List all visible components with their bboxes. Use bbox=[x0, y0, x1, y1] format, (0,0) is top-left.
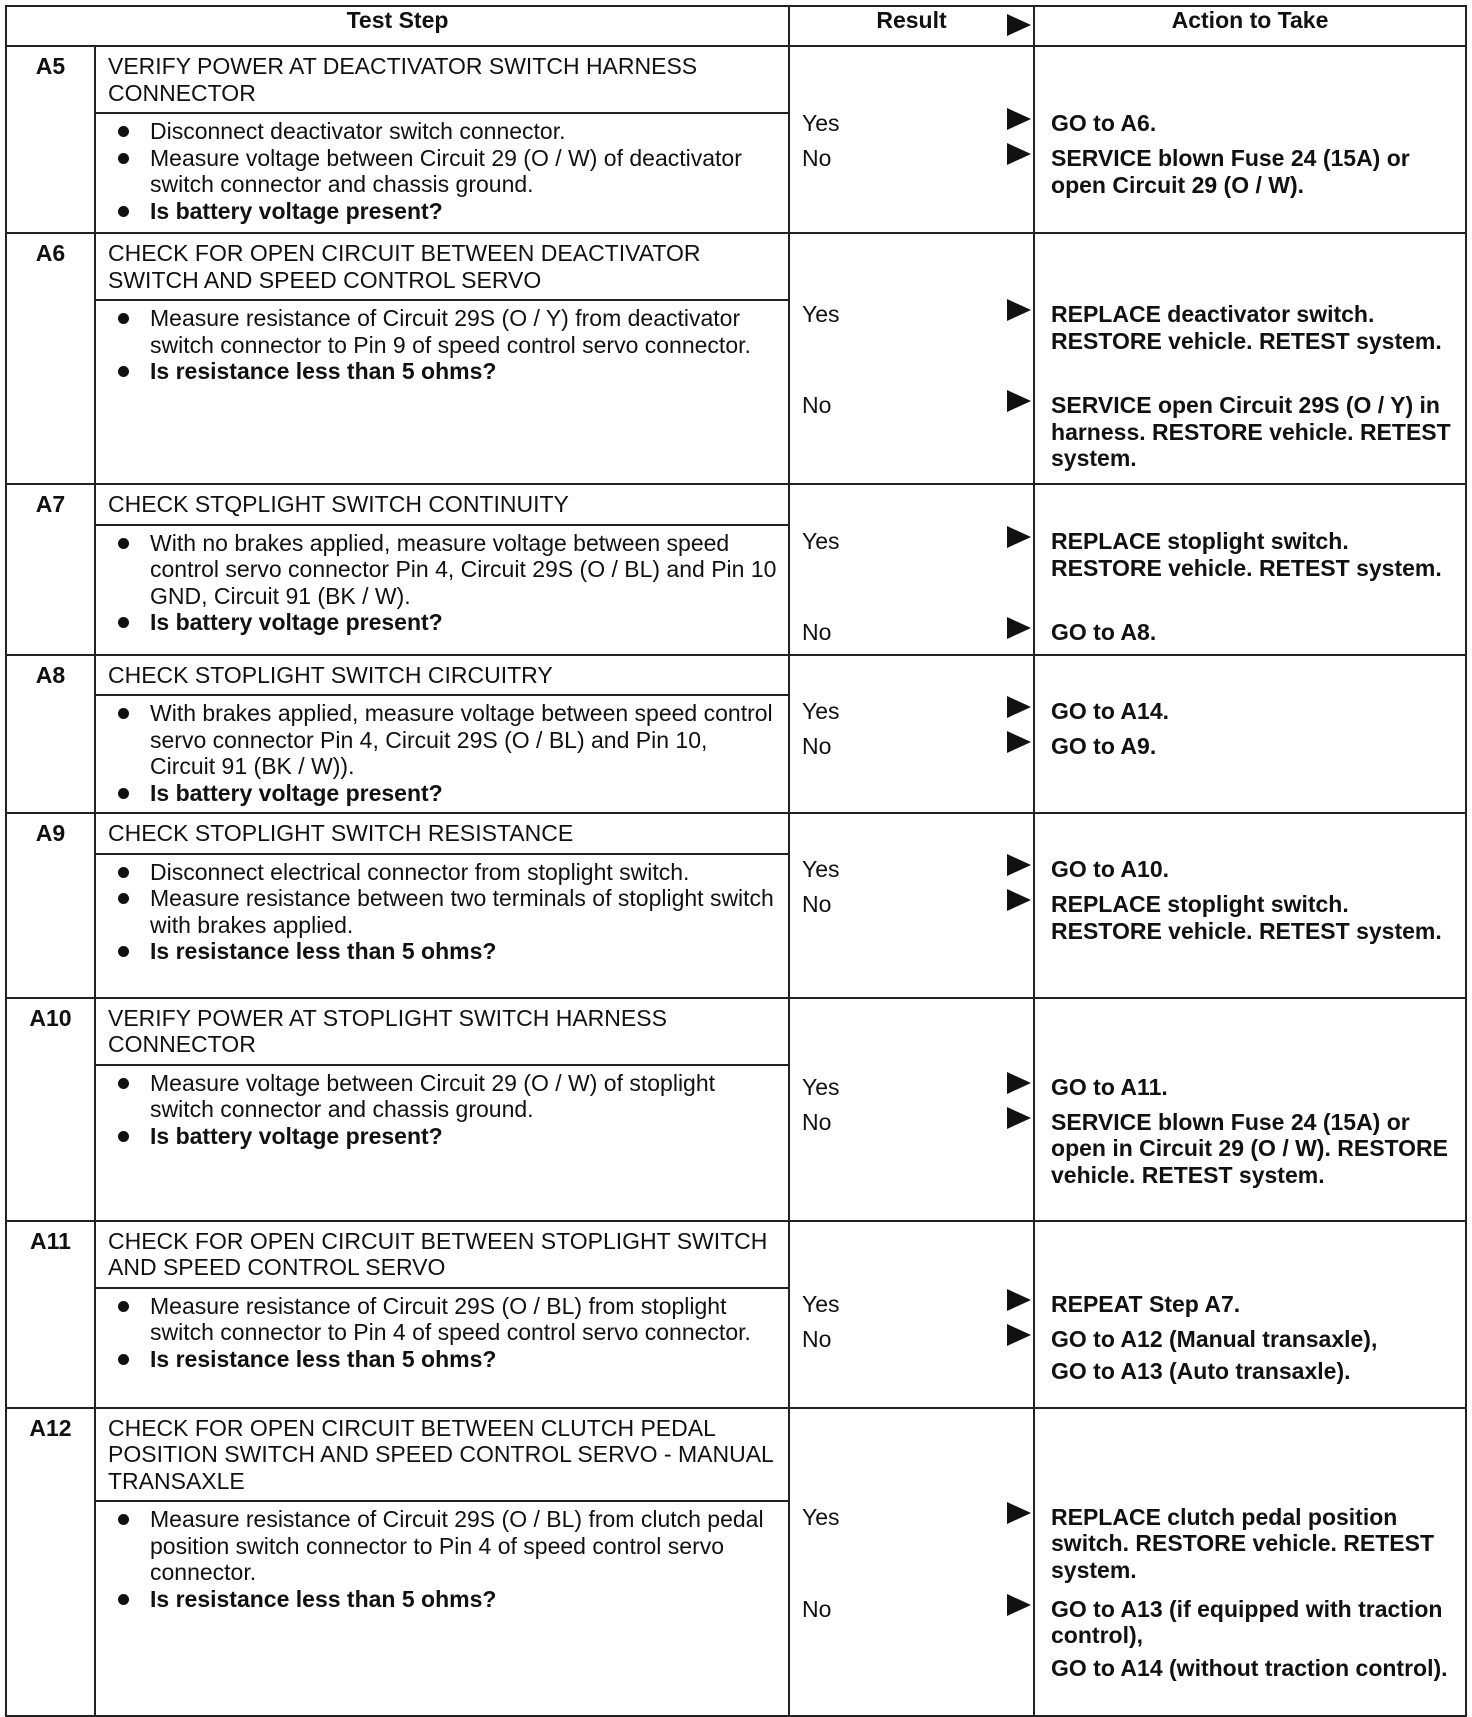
step-title: CHECK STQPLIGHT SWITCH CONTINUITY bbox=[95, 484, 789, 525]
step-body bbox=[95, 525, 789, 655]
step-body bbox=[95, 1288, 789, 1408]
result-yes: Yes bbox=[802, 1290, 840, 1317]
step-id: A7 bbox=[6, 484, 95, 655]
step-body bbox=[95, 1501, 789, 1716]
result-cell bbox=[789, 46, 1034, 233]
step-title: VERIFY POWER AT DEACTIVATOR SWITCH HARNESS CONNECTOR bbox=[95, 46, 789, 113]
step-title: CHECK FOR OPEN CIRCUIT BETWEEN STOPLIGHT SWITCH AND SPEED CONTROL SERVO bbox=[95, 1221, 789, 1288]
action-no: SERVICE blown Fuse 24 (15A) or open Circuit 29 (O / W). bbox=[1051, 145, 1410, 198]
step-title-row bbox=[6, 233, 1466, 300]
step-title: CHECK STOPLIGHT SWITCH CIRCUITRY bbox=[95, 655, 789, 696]
bullet-item: Disconnect deactivator switch connector. bbox=[108, 118, 778, 145]
result-cell bbox=[789, 655, 1034, 814]
step-title-row bbox=[6, 813, 1466, 854]
step-id: A6 bbox=[6, 233, 95, 484]
bullet-item: With brakes applied, measure voltage between speed control servo connector Pin 4, Circuit 29S (O / BL) and Pin 10, Circuit 91 (BK / W)). bbox=[108, 700, 778, 780]
action-cell bbox=[1034, 1221, 1466, 1408]
step-title: VERIFY POWER AT STOPLIGHT SWITCH HARNESS CONNECTOR bbox=[95, 998, 789, 1065]
step-title: CHECK FOR OPEN CIRCUIT BETWEEN DEACTIVATOR SWITCH AND SPEED CONTROL SERVO bbox=[95, 233, 789, 300]
bullet-item: Measure resistance of Circuit 29S (O / BL) from stoplight switch connector to Pin 4 of speed control servo connector. bbox=[108, 1293, 778, 1346]
question-item: Is resistance less than 5 ohms? bbox=[108, 1586, 778, 1613]
step-id: A8 bbox=[6, 655, 95, 814]
bullet-item: Measure resistance between two terminals of stoplight switch with brakes applied. bbox=[108, 885, 778, 938]
arrow-right-icon bbox=[1007, 299, 1031, 321]
bullet-item: Disconnect electrical connector from stoplight switch. bbox=[108, 859, 778, 886]
bullet-item: Measure resistance of Circuit 29S (O / Y) from deactivator switch connector to Pin 9 of speed control servo connector. bbox=[108, 305, 778, 358]
action-yes: GO to A14. bbox=[1051, 697, 1170, 724]
action-no: GO to A8. bbox=[1051, 619, 1157, 645]
action-cell bbox=[1034, 46, 1466, 233]
result-cell bbox=[789, 484, 1034, 655]
arrow-right-icon bbox=[1007, 108, 1031, 130]
action-cell bbox=[1034, 998, 1466, 1221]
arrow-right-icon bbox=[1007, 617, 1031, 639]
result-cell bbox=[789, 233, 1034, 484]
arrow-right-icon bbox=[1007, 1594, 1031, 1616]
result-cell bbox=[789, 998, 1034, 1221]
step-title: CHECK FOR OPEN CIRCUIT BETWEEN CLUTCH PEDAL POSITION SWITCH AND SPEED CONTROL SERVO - MANUAL TRANSAXLE bbox=[95, 1408, 789, 1502]
step-title-row bbox=[6, 46, 1466, 113]
action-yes: REPLACE stoplight switch. RESTORE vehicle. RETEST system. bbox=[1051, 528, 1442, 581]
header-row bbox=[6, 6, 1466, 46]
question-item: Is resistance less than 5 ohms? bbox=[108, 938, 778, 965]
action-no: SERVICE open Circuit 29S (O / Y) in harness. RESTORE vehicle. RETEST system. bbox=[1051, 392, 1451, 471]
question-item: Is resistance less than 5 ohms? bbox=[108, 1346, 778, 1373]
arrow-right-icon bbox=[1007, 526, 1031, 548]
header-result bbox=[789, 6, 1034, 46]
result-no: No bbox=[802, 732, 832, 759]
step-title-row bbox=[6, 998, 1466, 1065]
action-no bbox=[1051, 1326, 1461, 1385]
action-cell bbox=[1034, 233, 1466, 484]
header-result-label: Result bbox=[876, 7, 947, 33]
result-no: No bbox=[802, 619, 832, 645]
action-yes: GO to A10. bbox=[1051, 856, 1170, 882]
result-no: No bbox=[802, 891, 832, 917]
action-cell bbox=[1034, 655, 1466, 814]
step-title-row bbox=[6, 484, 1466, 525]
arrow-right-icon bbox=[1007, 14, 1031, 36]
step-id: A11 bbox=[6, 1221, 95, 1408]
step-id: A5 bbox=[6, 46, 95, 233]
action-cell bbox=[1034, 813, 1466, 998]
result-cell bbox=[789, 1221, 1034, 1408]
header-test-step: Test Step bbox=[6, 6, 789, 46]
arrow-right-icon bbox=[1007, 1289, 1031, 1311]
result-no: No bbox=[802, 392, 832, 418]
result-yes: Yes bbox=[802, 697, 840, 724]
arrow-right-icon bbox=[1007, 731, 1031, 753]
arrow-right-icon bbox=[1007, 696, 1031, 718]
action-no: SERVICE blown Fuse 24 (15A) or open in Circuit 29 (O / W). RESTORE vehicle. RETEST system. bbox=[1051, 1108, 1449, 1188]
action-no: GO to A9. bbox=[1051, 732, 1157, 759]
action-yes: REPLACE clutch pedal position switch. RESTORE vehicle. RETEST system. bbox=[1051, 1503, 1435, 1583]
result-cell bbox=[789, 813, 1034, 998]
bullet-item: Measure resistance of Circuit 29S (O / BL) from clutch pedal position switch connector to Pin 4 of speed control servo connector. bbox=[108, 1506, 778, 1586]
question-item: Is battery voltage present? bbox=[108, 198, 778, 225]
arrow-right-icon bbox=[1007, 390, 1031, 412]
action-yes: REPEAT Step A7. bbox=[1051, 1290, 1241, 1317]
result-no: No bbox=[802, 1325, 832, 1352]
step-body bbox=[95, 300, 789, 484]
step-id: A9 bbox=[6, 813, 95, 998]
question-item: Is battery voltage present? bbox=[108, 780, 778, 807]
diagnostic-table bbox=[5, 5, 1467, 1717]
action-yes: REPLACE deactivator switch. RESTORE vehicle. RETEST system. bbox=[1051, 301, 1442, 354]
step-body bbox=[95, 1065, 789, 1221]
step-title-row bbox=[6, 655, 1466, 696]
result-cell bbox=[789, 1408, 1034, 1717]
action-no: REPLACE stoplight switch. RESTORE vehicle. RETEST system. bbox=[1051, 891, 1442, 944]
action-yes: GO to A6. bbox=[1051, 110, 1157, 136]
action-no-line: GO to A13 (if equipped with traction control), bbox=[1051, 1595, 1443, 1648]
action-no-line: GO to A13 (Auto transaxle). bbox=[1051, 1358, 1351, 1384]
question-item: Is battery voltage present? bbox=[108, 609, 778, 636]
result-no: No bbox=[802, 1595, 832, 1622]
action-cell bbox=[1034, 1408, 1466, 1717]
arrow-right-icon bbox=[1007, 1502, 1031, 1524]
result-yes: Yes bbox=[802, 301, 840, 327]
step-title: CHECK STOPLIGHT SWITCH RESISTANCE bbox=[95, 813, 789, 854]
action-no bbox=[1051, 1596, 1461, 1682]
question-item: Is resistance less than 5 ohms? bbox=[108, 358, 778, 385]
result-yes: Yes bbox=[802, 528, 840, 554]
bullet-item: Measure voltage between Circuit 29 (O / W) of deactivator switch connector and chassis ground. bbox=[108, 145, 778, 198]
step-body bbox=[95, 113, 789, 233]
step-title-row bbox=[6, 1408, 1466, 1502]
bullet-item: With no brakes applied, measure voltage between speed control servo connector Pin 4, Circuit 29S (O / BL) and Pin 10 GND, Circuit 91 (BK / W). bbox=[108, 530, 778, 610]
arrow-right-icon bbox=[1007, 1072, 1031, 1094]
action-cell bbox=[1034, 484, 1466, 655]
result-yes: Yes bbox=[802, 1073, 840, 1100]
header-action: Action to Take bbox=[1034, 6, 1466, 46]
action-no-line: GO to A14 (without traction control). bbox=[1051, 1654, 1448, 1681]
arrow-right-icon bbox=[1007, 854, 1031, 876]
step-id: A12 bbox=[6, 1408, 95, 1717]
result-no: No bbox=[802, 145, 832, 171]
bullet-item: Measure voltage between Circuit 29 (O / W) of stoplight switch connector and chassis ground. bbox=[108, 1070, 778, 1123]
result-yes: Yes bbox=[802, 110, 840, 136]
arrow-right-icon bbox=[1007, 1107, 1031, 1129]
action-no-line: GO to A12 (Manual transaxle), bbox=[1051, 1325, 1378, 1352]
arrow-right-icon bbox=[1007, 889, 1031, 911]
question-item: Is battery voltage present? bbox=[108, 1123, 778, 1150]
arrow-right-icon bbox=[1007, 143, 1031, 165]
step-title-row bbox=[6, 1221, 1466, 1288]
action-yes: GO to A11. bbox=[1051, 1073, 1168, 1100]
step-id: A10 bbox=[6, 998, 95, 1221]
step-body bbox=[95, 695, 789, 813]
result-no: No bbox=[802, 1108, 832, 1135]
result-yes: Yes bbox=[802, 1503, 840, 1530]
result-yes: Yes bbox=[802, 856, 840, 882]
arrow-right-icon bbox=[1007, 1324, 1031, 1346]
step-body bbox=[95, 854, 789, 998]
